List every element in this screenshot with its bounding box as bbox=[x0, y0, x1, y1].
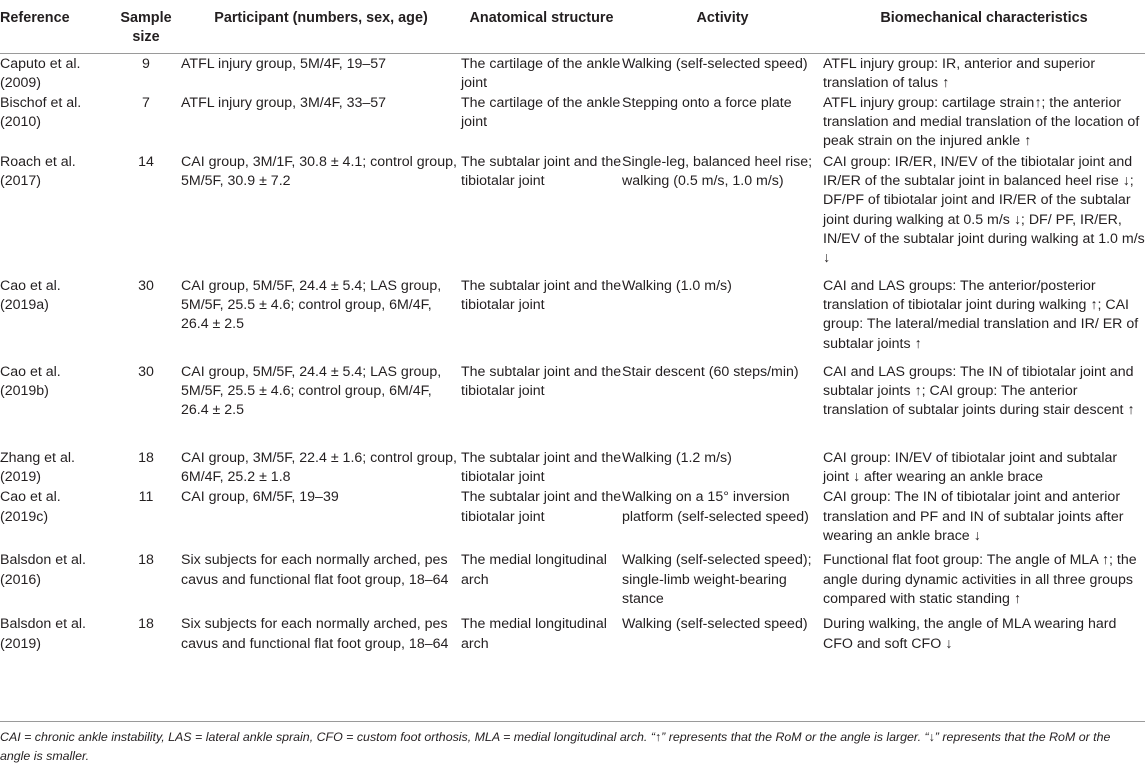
table-row bbox=[0, 93, 1145, 152]
cell-biomechanical-characteristics: CAI and LAS groups: The IN of tibiotalar joint and subtalar joints ↑; CAI group: The anterior translation of subtalar joints during stair descent ↑ bbox=[823, 364, 1135, 419]
cell-biomechanical-characteristics: ATFL injury group: cartilage strain↑; the anterior translation and medial translation of the location of peak strain on the injured ankle ↑ bbox=[823, 95, 1140, 150]
cell-activity: Walking (self-selected speed) bbox=[622, 55, 808, 72]
cell-reference: Roach et al. (2017) bbox=[0, 154, 76, 190]
header-reference: Reference bbox=[0, 0, 111, 53]
table-row bbox=[0, 152, 1145, 276]
cell-activity: Walking (self-selected speed) bbox=[622, 616, 808, 633]
cell-anatomical-structure: The subtalar joint and the tibiotalar joint bbox=[461, 364, 622, 400]
cell-biomechanical-characteristics: ATFL injury group: IR, anterior and superior translation of talus ↑ bbox=[823, 55, 1096, 91]
cell-biomechanical-characteristics: During walking, the angle of MLA wearing hard CFO and soft CFO ↓ bbox=[823, 616, 1117, 652]
cell-reference: Zhang et al. (2019) bbox=[0, 450, 75, 486]
cell-anatomical-structure: The subtalar joint and the tibiotalar joint bbox=[461, 154, 622, 190]
cell-sample-size: 14 bbox=[138, 154, 154, 170]
cell-sample-size: 30 bbox=[138, 364, 154, 380]
cell-sample-size: 18 bbox=[138, 450, 154, 466]
cell-activity: Walking (self-selected speed); single-limb weight-bearing stance bbox=[622, 552, 812, 607]
cell-participant: CAI group, 5M/5F, 24.4 ± 5.4; LAS group, 5M/5F, 25.5 ± 4.6; control group, 6M/4F, 26.4 ± 2.5 bbox=[181, 278, 442, 333]
table-row bbox=[0, 448, 1145, 487]
cell-sample-size: 11 bbox=[138, 489, 154, 506]
cell-sample-size: 7 bbox=[142, 95, 150, 111]
cell-participant: CAI group, 6M/5F, 19–39 bbox=[181, 489, 339, 506]
cell-reference: Cao et al. (2019a) bbox=[0, 278, 61, 314]
cell-participant: CAI group, 3M/1F, 30.8 ± 4.1; control group, 5M/5F, 30.9 ± 7.2 bbox=[181, 154, 457, 190]
table-header bbox=[0, 0, 1145, 53]
cell-anatomical-structure: The medial longitudinal arch bbox=[461, 552, 607, 588]
table-bottom-rule bbox=[0, 721, 1145, 722]
cell-biomechanical-characteristics: CAI group: IN/EV of tibiotalar joint and subtalar joint ↓ after wearing an ankle brace bbox=[823, 450, 1118, 486]
cell-participant: CAI group, 5M/5F, 24.4 ± 5.4; LAS group, 5M/5F, 25.5 ± 4.6; control group, 6M/4F, 26.4 ± 2.5 bbox=[181, 364, 442, 419]
table-row bbox=[0, 362, 1145, 448]
cell-anatomical-structure: The cartilage of the ankle joint bbox=[461, 95, 621, 131]
header-participant: Participant (numbers, sex, age) bbox=[181, 0, 461, 53]
cell-participant: Six subjects for each normally arched, pes cavus and functional flat foot group, 18–64 bbox=[181, 616, 449, 652]
table-body bbox=[0, 53, 1145, 675]
cell-activity: Single-leg, balanced heel rise; walking (0.5 m/s, 1.0 m/s) bbox=[622, 154, 813, 190]
cell-anatomical-structure: The subtalar joint and the tibiotalar joint bbox=[461, 489, 622, 525]
cell-reference: Cao et al. (2019c) bbox=[0, 489, 61, 525]
cell-biomechanical-characteristics: CAI and LAS groups: The anterior/posterior translation of tibiotalar joint during walking ↑; CAI group: The lateral/medial translation and IR/ ER of subtalar joints ↑ bbox=[823, 278, 1139, 352]
cell-activity: Walking (1.0 m/s) bbox=[622, 278, 732, 294]
header-biomechanical-characteristics: Biomechanical characteristics bbox=[823, 0, 1145, 53]
cell-participant: Six subjects for each normally arched, pes cavus and functional flat foot group, 18–64 bbox=[181, 552, 449, 588]
cell-activity: Stair descent (60 steps/min) bbox=[622, 364, 799, 380]
table-row bbox=[0, 53, 1145, 93]
cell-participant: ATFL injury group, 5M/4F, 19–57 bbox=[181, 55, 387, 72]
cell-participant: CAI group, 3M/5F, 22.4 ± 1.6; control group, 6M/4F, 25.2 ± 1.8 bbox=[181, 450, 457, 486]
cell-anatomical-structure: The cartilage of the ankle joint bbox=[461, 55, 621, 91]
cell-biomechanical-characteristics: CAI group: IR/ER, IN/EV of the tibiotalar joint and IR/ER of the subtalar joint in balanced heel rise ↓; DF/PF of tibiotalar joint and IR/ER of the subtalar joint during walking at 0.5 m/s ↓; DF/ PF, IR/ER, IN/EV of the subtalar joint during walking at 1.0 m/s ↓ bbox=[823, 154, 1145, 267]
table-row bbox=[0, 276, 1145, 362]
table-row bbox=[0, 614, 1145, 675]
cell-reference: Caputo et al. (2009) bbox=[0, 55, 81, 91]
table-row bbox=[0, 550, 1145, 614]
cell-sample-size: 18 bbox=[138, 552, 154, 569]
cell-anatomical-structure: The subtalar joint and the tibiotalar joint bbox=[461, 278, 622, 314]
header-anatomical-structure: Anatomical structure bbox=[461, 0, 622, 53]
cell-anatomical-structure: The subtalar joint and the tibiotalar joint bbox=[461, 450, 622, 486]
table-row bbox=[0, 487, 1145, 550]
header-sample-size: Sample size bbox=[111, 0, 181, 53]
cell-biomechanical-characteristics: CAI group: The IN of tibiotalar joint and anterior translation and PF and IN of subtalar joints after wearing an ankle brace ↓ bbox=[823, 489, 1124, 544]
cell-reference: Balsdon et al. (2016) bbox=[0, 552, 86, 588]
cell-activity: Walking (1.2 m/s) bbox=[622, 450, 732, 466]
cell-reference: Balsdon et al. (2019) bbox=[0, 616, 86, 652]
cell-activity: Stepping onto a force plate bbox=[622, 95, 792, 111]
cell-sample-size: 18 bbox=[138, 616, 154, 633]
cell-sample-size: 30 bbox=[138, 278, 154, 294]
header-activity: Activity bbox=[622, 0, 823, 53]
cell-reference: Cao et al. (2019b) bbox=[0, 364, 61, 400]
header-row bbox=[0, 0, 1145, 53]
cell-participant: ATFL injury group, 3M/4F, 33–57 bbox=[181, 95, 387, 111]
cell-activity: Walking on a 15° inversion platform (self-selected speed) bbox=[622, 489, 809, 525]
table-footnote: CAI = chronic ankle instability, LAS = lateral ankle sprain, CFO = custom foot orthosis, MLA = medial longitudinal arch. “↑” represents that the RoM or the angle is larger. “↓” represents that the RoM or the angle is smaller. bbox=[0, 730, 1111, 763]
cell-sample-size: 9 bbox=[142, 55, 150, 72]
cell-biomechanical-characteristics: Functional flat foot group: The angle of MLA ↑; the angle during dynamic activities in all three groups compared with static standing ↑ bbox=[823, 552, 1137, 607]
cell-reference: Bischof et al. (2010) bbox=[0, 95, 82, 131]
cell-anatomical-structure: The medial longitudinal arch bbox=[461, 616, 607, 652]
